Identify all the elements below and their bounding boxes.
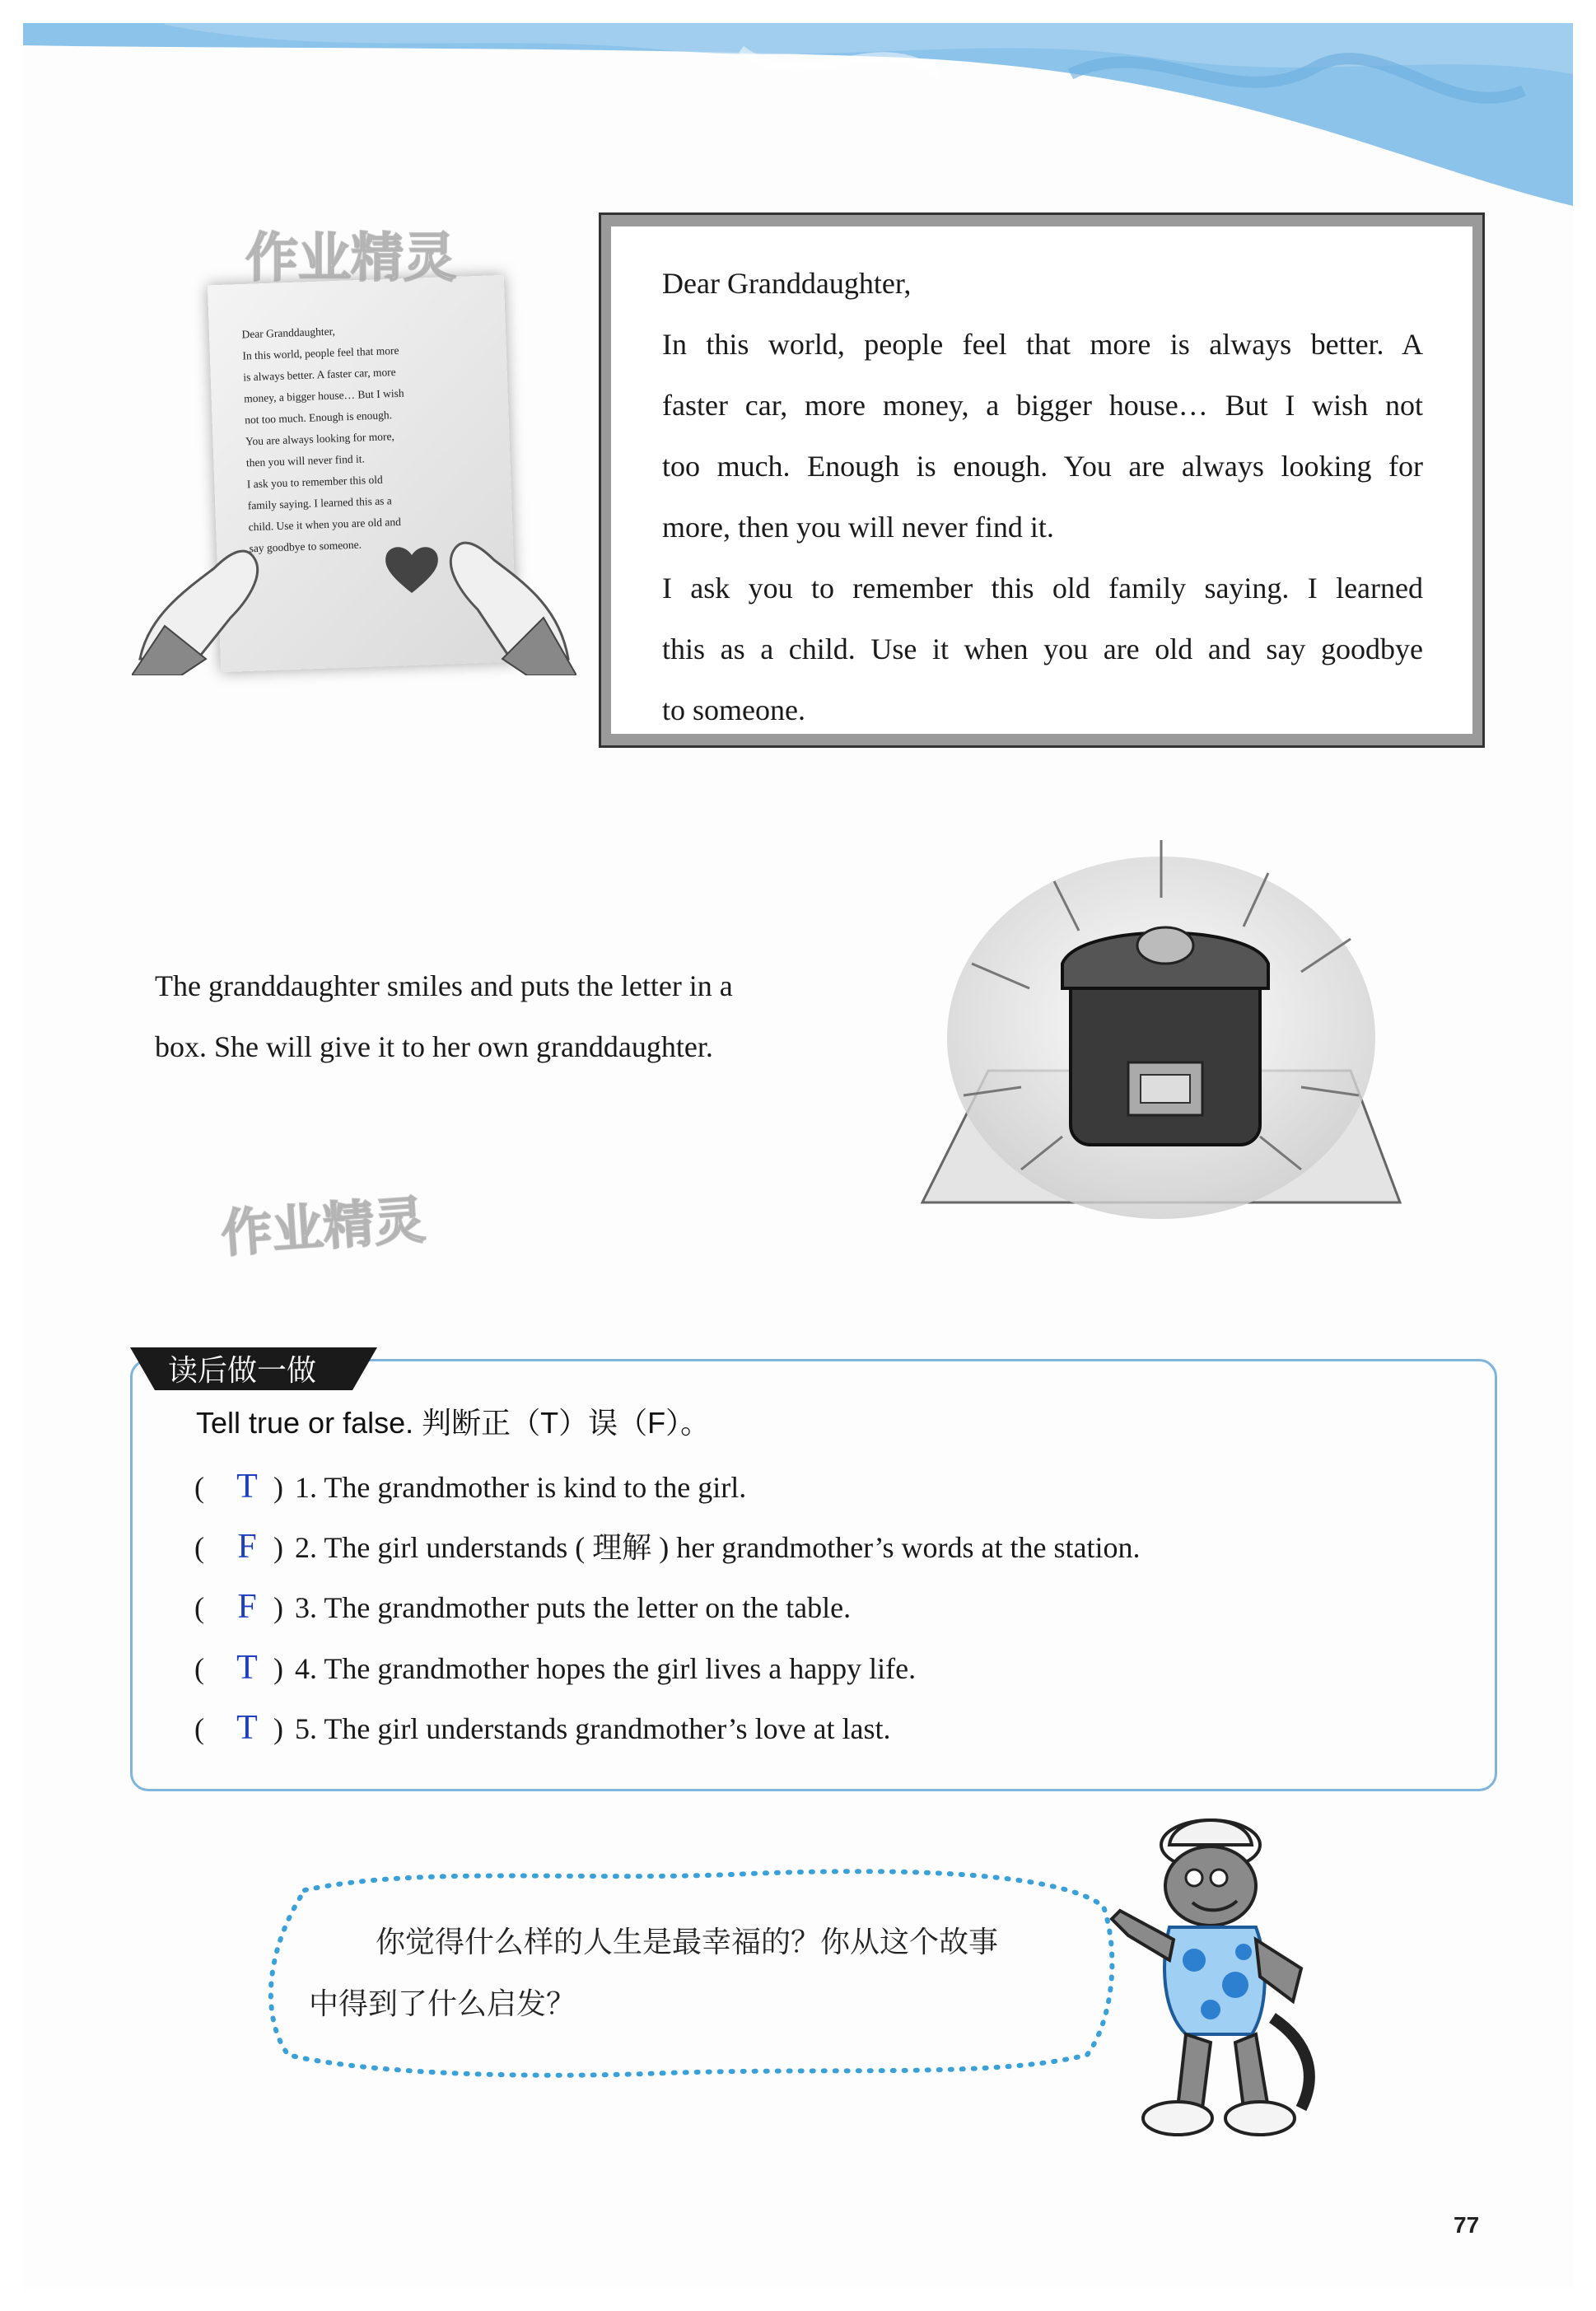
open-paren: (: [194, 1471, 204, 1504]
open-paren: (: [194, 1712, 204, 1745]
story-paragraph: [155, 955, 830, 1077]
letter-frame: [599, 212, 1485, 748]
mini-line: not too much. Enough is enough.: [244, 409, 393, 427]
exercise-tab-label-wrap: [130, 1342, 385, 1392]
left-hand-icon: [132, 494, 272, 675]
answer-field[interactable]: T: [236, 1709, 258, 1747]
exercise-tab-label: 读后做一做: [168, 1354, 317, 1388]
mini-line: Dear Granddaughter,: [241, 324, 336, 341]
mini-line: family saying. I learned this as a: [247, 494, 393, 512]
question-text: 4. The grandmother hopes the girl lives a happy life.: [295, 1652, 917, 1685]
letter-line: In this world, people feel that more is always better. A: [662, 328, 1423, 361]
question-row: [194, 1462, 746, 1511]
close-paren: ): [273, 1531, 283, 1564]
mini-line: then you will never find it.: [245, 452, 366, 469]
story-line-1: The granddaughter smiles and puts the letter in a: [155, 969, 733, 1002]
letter-line: too much. Enough is enough. You are always looking for: [662, 450, 1423, 483]
mini-line: child. Use it when you are old and: [248, 515, 402, 534]
exercise-instruction: Tell true or false. 判断正（T）误（F）。: [196, 1406, 711, 1440]
thought-line-2: 中得到了什么启发？: [309, 1987, 576, 2021]
open-paren: (: [194, 1531, 204, 1564]
watermark: 作业精灵: [219, 1189, 427, 1264]
answer-field[interactable]: F: [237, 1588, 257, 1626]
mascot-character: [1095, 1795, 1334, 2150]
answer-field[interactable]: F: [237, 1528, 257, 1566]
right-hand-icon: [436, 486, 576, 675]
mini-line: I ask you to remember this old: [246, 473, 384, 491]
answer-field[interactable]: T: [236, 1649, 258, 1687]
open-paren: (: [194, 1591, 204, 1624]
mini-line: money, a bigger house… But I wish: [244, 386, 404, 405]
question-row: [194, 1643, 916, 1692]
letter-line: this as a child. Use it when you are old and say goodbye: [662, 633, 1423, 665]
open-paren: (: [194, 1652, 204, 1685]
question-text: 5. The girl understands grandmother’s love at last.: [295, 1712, 891, 1745]
letter-line: to someone.: [662, 693, 805, 726]
letter-salutation: Dear Granddaughter,: [662, 267, 912, 300]
letter-line: more, then you will never find it.: [662, 511, 1054, 544]
top-banner: [0, 0, 1596, 214]
close-paren: ): [273, 1591, 283, 1624]
mini-line: In this world, people feel that more: [242, 343, 399, 362]
mini-line: say goodbye to someone.: [249, 538, 362, 555]
mini-line: You are always looking for more,: [245, 430, 395, 448]
page-number: 77: [1454, 2212, 1480, 2238]
question-text: 3. The grandmother puts the letter on the table.: [295, 1591, 852, 1624]
answer-field[interactable]: T: [236, 1468, 258, 1506]
question-row: [194, 1582, 851, 1632]
close-paren: ): [273, 1712, 283, 1745]
letter-line: I ask you to remember this old family saying. I learned: [662, 572, 1423, 605]
letter-body: [611, 226, 1472, 734]
question-row: [194, 1703, 891, 1753]
close-paren: ): [273, 1471, 283, 1504]
story-line-2: box. She will give it to her own granddaughter.: [155, 1030, 713, 1063]
jewelry-box-illustration: [889, 824, 1416, 1252]
question-row: [194, 1522, 1140, 1571]
heart-icon: [383, 544, 441, 595]
question-text: 1. The grandmother is kind to the girl.: [295, 1471, 747, 1504]
watermark: 作业精灵: [245, 228, 456, 289]
mini-line: is always better. A faster car, more: [243, 365, 396, 384]
letter-illustration: [132, 247, 576, 708]
question-text: 2. The girl understands ( 理解 ) her grandmother’s words at the station.: [295, 1531, 1141, 1564]
close-paren: ): [273, 1652, 283, 1685]
thought-line-1: 你觉得什么样的人生是最幸福的？你从这个故事: [376, 1926, 999, 1959]
thought-bubble: [255, 1857, 1120, 2088]
letter-line: faster car, more money, a bigger house… But I wish not: [662, 389, 1423, 422]
